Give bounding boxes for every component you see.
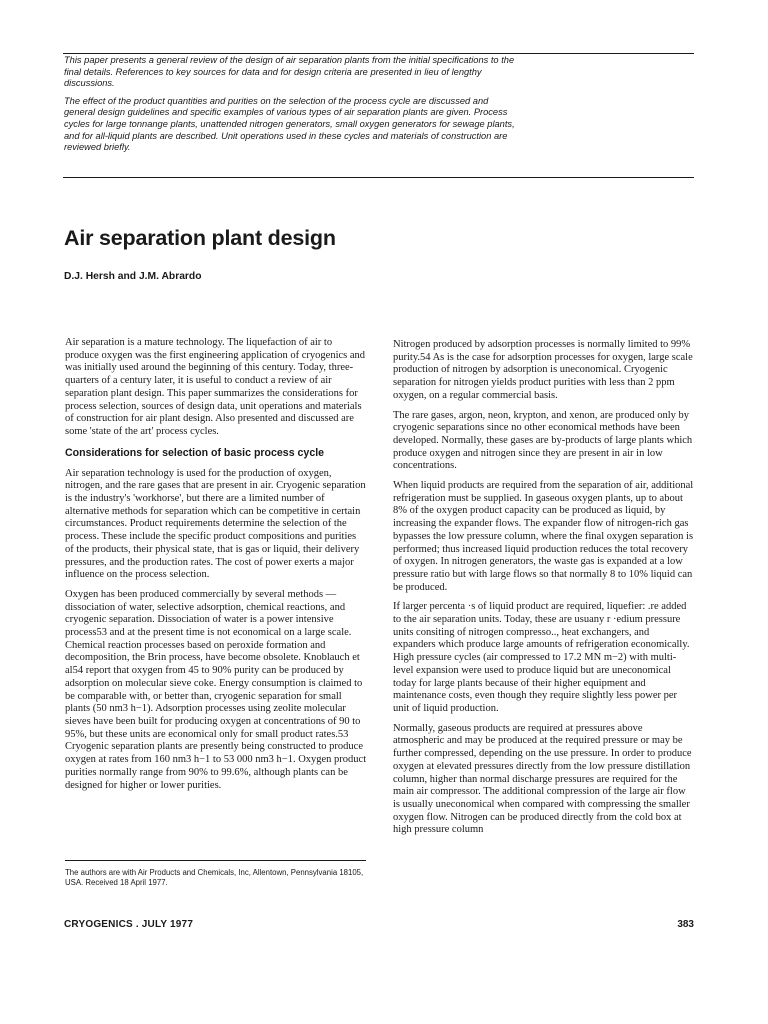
- abstract-paragraph-1: This paper presents a general review of the design of air separation plants from the initial specifications to the final details. References to key sources for data and for design criteria are presented in lieu of lengthy discussions.: [64, 55, 515, 89]
- right-column: [393, 339, 694, 844]
- footnote-rule: [65, 860, 366, 861]
- section-heading: Considerations for selection of basic process cycle: [65, 446, 325, 459]
- abstract-top-rule: [63, 53, 694, 54]
- author-affiliation-footnote: The authors are with Air Products and Chemicals, Inc, Allentown, Pennsylvania 18105, USA. Received 18 April 1977.: [65, 868, 364, 888]
- journal-footer: CRYOGENICS . JULY 1977: [64, 919, 194, 930]
- page-number: 383: [677, 919, 694, 930]
- right-paragraph-1: Nitrogen produced by adsorption processes is normally limited to 99% purity.54 As is the case for adsorption processes for oxygen, large scale production of nitrogen by adsorption is uneconomical. Cryogenic separation for nitrogen yields product purities with less than 2 ppm oxygen, on a regular commercial basis.: [393, 339, 693, 401]
- right-paragraph-2: The rare gases, argon, neon, krypton, and xenon, are produced only by cryogenic separations since no other economical methods have been developed. Normally, these gases are by-products of large plants which produce oxygen and nitrogen since they are present in air in low concentrations.: [393, 409, 693, 472]
- article-title: Air separation plant design: [64, 226, 336, 250]
- right-paragraph-5: Normally, gaseous products are required at pressures above atmospheric and may be produced at the required pressure or may be further compressed, depending on the use pressure. In order to produce oxygen at elevated pressures directly from the low pressure distillation column, higher than normal discharge pressures are required for the main air compressor. The additional compression of the large air flow is usually uneconomical when compared with compressing the smaller oxygen flow. Nitrogen can be produced directly from the cold box at high pressure column: [393, 722, 692, 836]
- left-paragraph-1: Air separation technology is used for the production of oxygen, nitrogen, and the rare gases that are present in air. Cryogenic separation is the industry's 'workhorse', but there are a limited number of alternative methods for separation which can be competitive in certain circumstances. Product requirements determine the selection of the process. These include the specific product compositions and purities of the products, their physical state, that is gas or liquid, their delivery pressures, and the production rates. The cost of power exerts a major influence on the process selection.: [65, 467, 366, 581]
- right-paragraph-3: When liquid products are required from the separation of air, additional refrigeration must be supplied. In gaseous oxygen plants, up to about 8% of the oxygen product capacity can be produced as liquid, by increasing the expander flows. The expander flow of nitrogen-rich gas bypasses the low pressure column, where the final oxygen separation is performed; thus increased liquid production reduces the total recovery of oxygen. In nitrogen generators, the waste gas is expanded at a low pressure ratio but with large flows so that normally 8 to 10% liquid can be produced.: [393, 480, 694, 593]
- right-paragraph-4: If larger percenta ·s of liquid product are required, liquefier: .re added to the air separation units. Today, these are usuany r ·edium pressure units consiting of nitrogen compresso.., heat exchangers, and expanders which produce large amounts of refrigeration economically. High pressure cycles (air compressed to 17.2 MN m−2) with multi-level expansion were used to produce liquid but are uneconomical today for large plants because of their higher equipment and maintenance costs, even though they require slightly less power per unit of liquid production.: [393, 601, 690, 714]
- left-column: [65, 337, 367, 799]
- abstract: [64, 55, 520, 160]
- article-authors: D.J. Hersh and J.M. Abrardo: [64, 271, 202, 282]
- left-paragraph-2: Oxygen has been produced commercially by several methods — dissociation of water, selective adsorption, chemical reactions, and cryogenic separation. Dissociation of water is a power intensive process53 and at the present time is not economical on a large scale. Chemical reaction processes based on peroxide formation and decomposition, the Brin process, have become obsolete. Knoblauch et al54 report that oxygen from 45 to 90% purity can be produced by adsorption on molecular sieve coke. Energy consumption is claimed to be comparable with, or better than, cryogenic separation for small plants (50 nm3 h−1). Adsorption processes using zeolite molecular sieves have been built for producing oxygen at concentrations of 90 to 95%, but these units are economical only for small product rates.53 Cryogenic separation plants are presently being constructed to produce oxygen at rates from 160 nm3 h−1 to 53 000 nm3 h−1. Oxygen product purities normally range from 90% to 99.6%, although plants can be designed for higher or lower purities.: [65, 588, 367, 791]
- abstract-paragraph-2: The effect of the product quantities and purities on the selection of the process cycle are discussed and general design guidelines and specific examples of various types of air separation plants are given. Process cycles for large tonnange plants, unattended nitrogen generators, small oxygen generators for sewage plants, and for all-liquid plants are described. Unit operations used in these cycles and materials of construction are reviewed briefly.: [64, 95, 515, 153]
- abstract-bottom-rule: [63, 177, 694, 178]
- intro-paragraph: Air separation is a mature technology. The liquefaction of air to produce oxygen was the first engineering application of cryogenics and was initially used around the beginning of this century. Today, three-quarters of a century later, it is useful to conduct a review of air separation plant design. This paper summarizes the considerations for process selection, sources of design data, unit operations and materials of construction for air plant design. Also presented and discussed are some 'state of the art' process cycles.: [65, 337, 366, 437]
